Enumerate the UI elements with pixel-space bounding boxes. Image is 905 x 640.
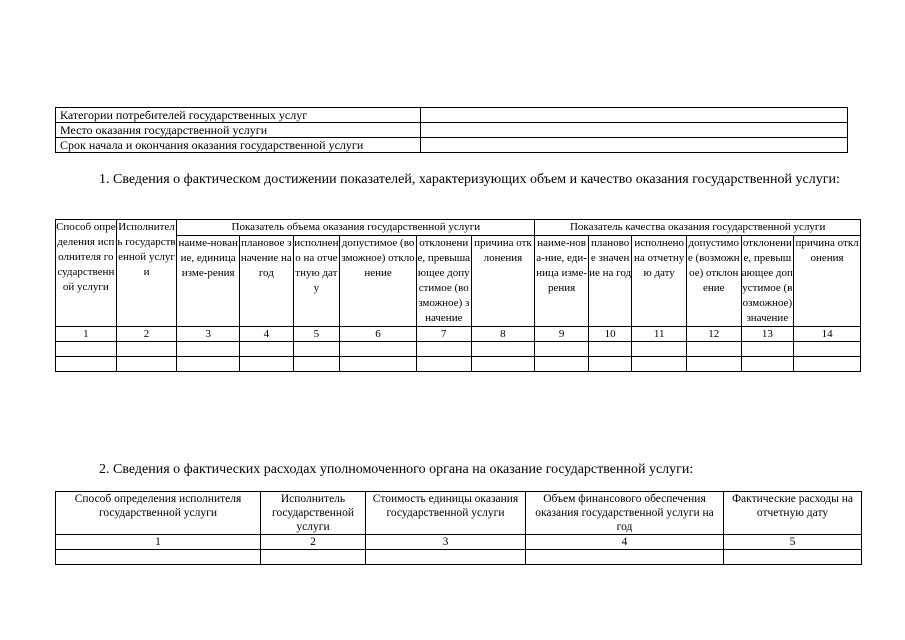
table-cell[interactable] [177, 357, 240, 372]
table-cell[interactable] [116, 357, 177, 372]
quality-col-planned: плановое значение на год [588, 236, 631, 327]
info-label: Срок начала и окончания оказания государственной услуги [56, 138, 421, 153]
quality-col-executed: исполнено на отчетную дату [632, 236, 687, 327]
table-cell[interactable] [794, 342, 861, 357]
table-cell[interactable] [240, 357, 294, 372]
col-executor-header: Исполнитель государственной услуги [116, 220, 177, 327]
column-number: 4 [526, 535, 724, 550]
quality-col-name-unit: наиме-нова-ние, еди-ница изме-рения [535, 236, 589, 327]
column-number: 11 [632, 327, 687, 342]
column-number: 13 [741, 327, 794, 342]
table1-number-row [56, 327, 861, 342]
table1-empty-row [56, 357, 861, 372]
info-label: Категории потребителей государственных услуг [56, 108, 421, 123]
column-number: 8 [471, 327, 535, 342]
column-number: 1 [56, 535, 261, 550]
group-volume-header: Показатель объема оказания государственной услуги [177, 220, 535, 236]
table-cell[interactable] [56, 357, 117, 372]
table-cell[interactable] [240, 342, 294, 357]
column-number: 1 [56, 327, 117, 342]
column-number: 2 [116, 327, 177, 342]
table-cell[interactable] [686, 357, 741, 372]
column-number: 5 [293, 327, 340, 342]
table2-number-row [56, 535, 862, 550]
table-cell[interactable] [366, 550, 526, 565]
table-cell[interactable] [471, 342, 535, 357]
column-number: 14 [794, 327, 861, 342]
info-label: Место оказания государственной услуги [56, 123, 421, 138]
info-value[interactable] [421, 138, 848, 153]
volume-col-planned: плановое значение на год [240, 236, 294, 327]
column-number: 5 [724, 535, 862, 550]
table-cell[interactable] [632, 342, 687, 357]
volume-col-reason: причина отклонения [471, 236, 535, 327]
table1-sub-header-row [56, 236, 861, 327]
quality-col-reason: причина отклонения [794, 236, 861, 327]
table-cell[interactable] [794, 357, 861, 372]
table-cell[interactable] [535, 357, 589, 372]
table-cell[interactable] [416, 342, 471, 357]
table-cell[interactable] [741, 342, 794, 357]
table-cell[interactable] [293, 342, 340, 357]
indicators-table [55, 219, 861, 372]
table-cell[interactable] [261, 550, 366, 565]
column-number: 9 [535, 327, 589, 342]
table-cell[interactable] [340, 357, 417, 372]
info-row-period [56, 138, 848, 153]
table-cell[interactable] [177, 342, 240, 357]
column-number: 3 [366, 535, 526, 550]
table2-header-row [56, 492, 862, 535]
col-method-header: Способ определения исполнителя государственной услуги [56, 492, 261, 535]
table-cell[interactable] [340, 342, 417, 357]
table-cell[interactable] [116, 342, 177, 357]
table-cell[interactable] [588, 357, 631, 372]
col-method-header: Способ определения исполнителя государственной услуги [56, 220, 117, 327]
col-actual-expenses-header: Фактические расходы на отчетную дату [724, 492, 862, 535]
table-cell[interactable] [632, 357, 687, 372]
table1-empty-row [56, 342, 861, 357]
column-number: 7 [416, 327, 471, 342]
volume-col-allowed-deviation: допустимое (возможное) отклонение [340, 236, 417, 327]
table1-group-header-row [56, 220, 861, 236]
col-executor-header: Исполнитель государственной услуги [261, 492, 366, 535]
column-number: 2 [261, 535, 366, 550]
info-value[interactable] [421, 108, 848, 123]
info-value[interactable] [421, 123, 848, 138]
table-cell[interactable] [471, 357, 535, 372]
volume-col-name-unit: наиме-нование, единица изме-рения [177, 236, 240, 327]
info-row-place [56, 123, 848, 138]
col-unit-cost-header: Стоимость единицы оказания государственной услуги [366, 492, 526, 535]
table2-empty-row [56, 550, 862, 565]
volume-col-excess-deviation: отклонение, превышающее допустимое (возможное) значение [416, 236, 471, 327]
volume-col-executed: исполнено на отчетную дату [293, 236, 340, 327]
table-cell[interactable] [293, 357, 340, 372]
group-quality-header: Показатель качества оказания государственной услуги [535, 220, 861, 236]
col-financing-header: Объем финансового обеспечения оказания государственной услуги на год [526, 492, 724, 535]
column-number: 6 [340, 327, 417, 342]
table-cell[interactable] [535, 342, 589, 357]
table-cell[interactable] [724, 550, 862, 565]
table-cell[interactable] [741, 357, 794, 372]
quality-col-excess-deviation: отклонение, превышающее допустимое (возможное) значение [741, 236, 794, 327]
expenses-table [55, 491, 862, 565]
column-number: 4 [240, 327, 294, 342]
quality-col-allowed-deviation: допустимое (возможное) отклонение [686, 236, 741, 327]
table-cell[interactable] [588, 342, 631, 357]
section2-title: 2. Сведения о фактических расходах уполномоченного органа на оказание государственной услуги: [99, 462, 694, 477]
table-cell[interactable] [416, 357, 471, 372]
table-cell[interactable] [686, 342, 741, 357]
service-info-table [55, 107, 848, 153]
column-number: 12 [686, 327, 741, 342]
info-row-consumers [56, 108, 848, 123]
table-cell[interactable] [56, 550, 261, 565]
column-number: 10 [588, 327, 631, 342]
table-cell[interactable] [56, 342, 117, 357]
column-number: 3 [177, 327, 240, 342]
table-cell[interactable] [526, 550, 724, 565]
section1-title: 1. Сведения о фактическом достижении показателей, характеризующих объем и качество оказания государственной услуги: [99, 172, 840, 187]
